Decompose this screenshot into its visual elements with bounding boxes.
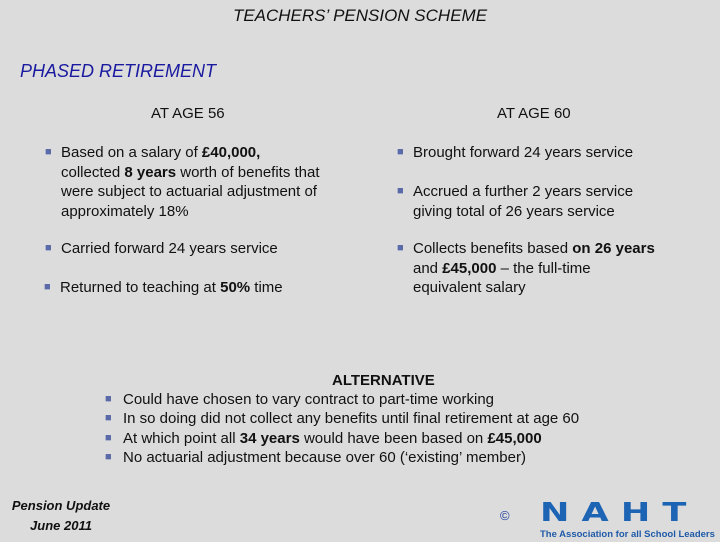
bullet-text-segment: £45,000: [487, 429, 542, 447]
bullet-text-segment: Carried forward 24 years service: [61, 240, 278, 257]
square-bullet-icon: ■: [105, 431, 112, 444]
square-bullet-icon: ■: [44, 281, 51, 293]
bullet-text-segment: £45,000: [442, 259, 497, 277]
left-bullet-3: [44, 278, 320, 298]
bullet-text-segment: – the full-time equivalent salary: [413, 259, 591, 296]
bullet-text-segment: on 26 years: [572, 240, 655, 257]
left-bullet-1: [45, 143, 321, 221]
bullet-text-segment: Returned to teaching at: [60, 279, 221, 296]
bullet-text-segment: No actuarial adjustment because over 60 (‘existing’ member): [123, 448, 526, 466]
logo-text: NAHT: [540, 498, 699, 528]
right-bullet-3: [397, 239, 663, 298]
bullet-text-segment: time: [250, 279, 283, 296]
bullet-text-segment: and: [413, 259, 443, 277]
square-bullet-icon: ■: [397, 185, 404, 197]
alternative-list: [105, 390, 579, 467]
square-bullet-icon: ■: [105, 412, 112, 425]
logo-tagline: The Association for all School Leaders: [540, 529, 715, 540]
bullet-text-segment: £40,000,: [201, 144, 261, 161]
copyright-icon: ©: [500, 508, 510, 523]
bullet-text-segment: would have been based on: [299, 429, 488, 447]
square-bullet-icon: ■: [397, 146, 404, 158]
bullet-text-segment: Collects benefits based: [413, 240, 573, 257]
right-bullet-1: [397, 143, 663, 163]
bullet-text-segment: In so doing did not collect any benefits until final retirement at age 60: [123, 410, 580, 428]
naht-logo: [540, 498, 715, 542]
bullet-text-segment: At which point all: [123, 429, 240, 447]
bullet-text-segment: Accrued a further 2 years service giving total of 26 years service: [413, 183, 634, 220]
bullet-text-segment: 50%: [220, 279, 251, 296]
bullet-text-segment: worth of benefits that were subject to actuarial adjustment of approximately 18%: [61, 163, 320, 220]
left-heading: AT AGE 56: [151, 105, 225, 122]
bullet-text-segment: 34 years: [239, 429, 300, 447]
footer-line1: Pension Update: [11, 498, 111, 513]
bullet-text-segment: Could have chosen to vary contract to part-time working: [123, 391, 495, 408]
bullet-text-segment: 8 years: [124, 163, 177, 181]
slide-subtitle: PHASED RETIREMENT: [20, 61, 217, 81]
right-heading: AT AGE 60: [497, 105, 571, 122]
square-bullet-icon: ■: [397, 242, 404, 254]
square-bullet-icon: ■: [105, 393, 112, 405]
square-bullet-icon: ■: [45, 242, 52, 254]
bullet-text-segment: Based on a salary of: [61, 144, 202, 161]
square-bullet-icon: ■: [45, 146, 52, 158]
alt-bullet-2: [105, 409, 579, 428]
alt-bullet-3: [105, 429, 579, 448]
slide-title: TEACHERS’ PENSION SCHEME: [232, 6, 488, 25]
square-bullet-icon: ■: [105, 450, 112, 463]
alt-bullet-1: [105, 390, 579, 409]
alt-bullet-4: [105, 448, 579, 467]
left-bullet-2: [45, 239, 321, 259]
footer-date: June 2011: [30, 518, 92, 533]
right-bullet-2: [397, 182, 663, 221]
bullet-text-segment: Brought forward 24 years service: [413, 144, 634, 161]
bullet-text-segment: collected: [61, 163, 125, 181]
alternative-heading: ALTERNATIVE: [332, 372, 435, 389]
footer-label: [6, 496, 116, 536]
